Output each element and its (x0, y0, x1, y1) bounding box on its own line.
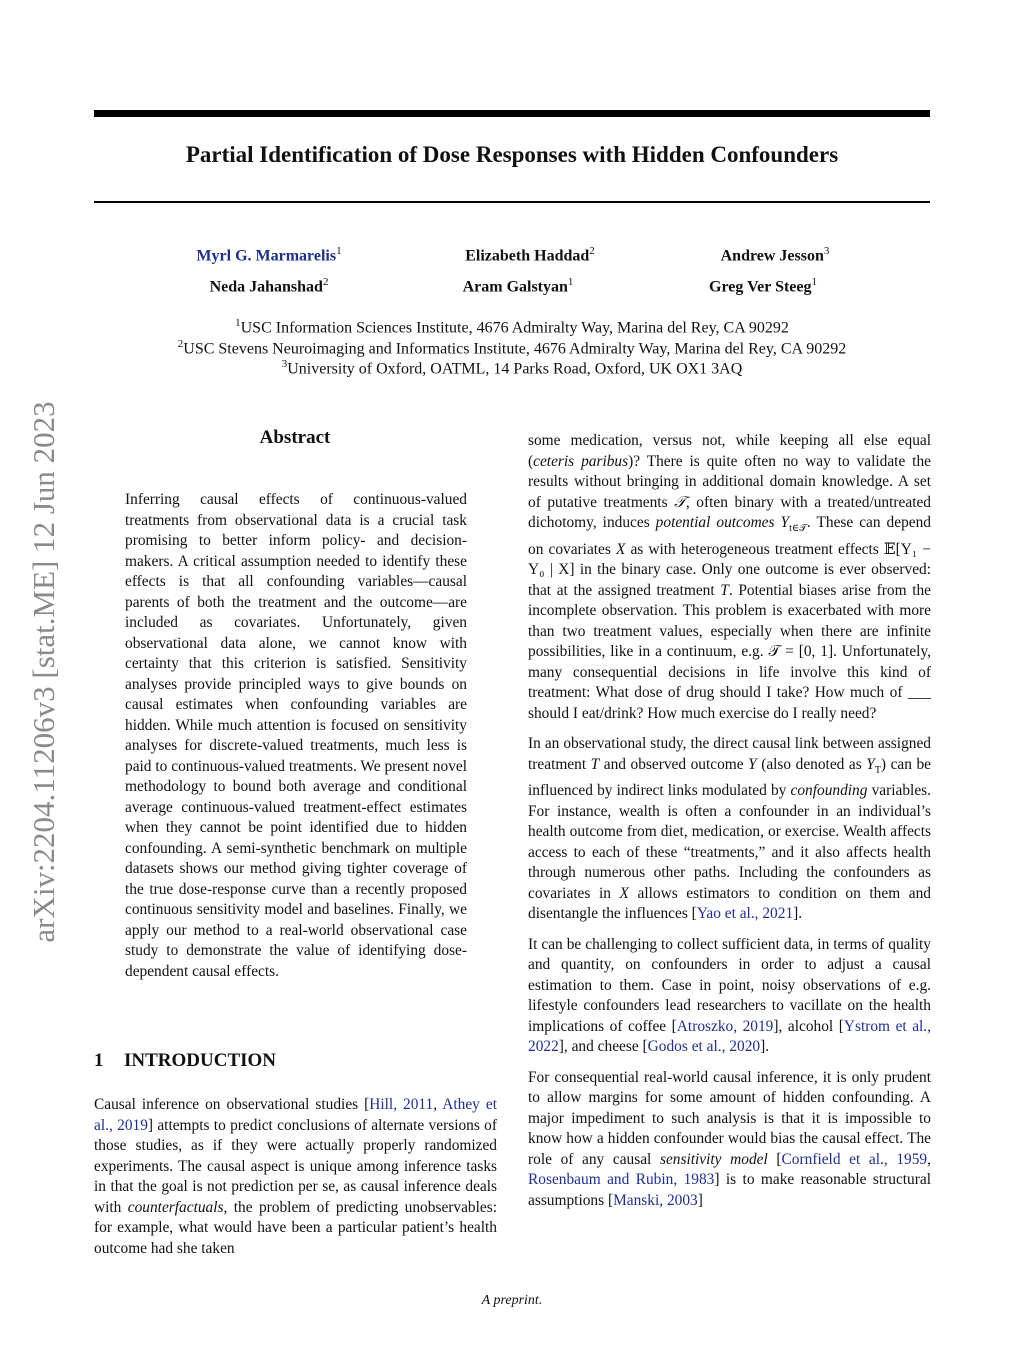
author-6: Greg Ver Steeg$^1$ (709, 276, 817, 296)
citation-link[interactable]: Cornfield et al., 1959 (781, 1150, 928, 1168)
citation-link[interactable]: Yao et al., 2021 (696, 905, 794, 923)
citation-link[interactable]: Manski, 2003 (613, 1191, 698, 1209)
section-heading (94, 1050, 276, 1072)
author-2: Elizabeth Haddad$^2$ (465, 245, 595, 265)
title-rule (94, 201, 930, 203)
intro-paragraph: Causal inference on observational studies [Hill, 2011, Athey et al., 2019] attempts to predict conclusions of alternate versions of those studies, as if they were actually properly randomized experiments. The causal aspect is unique among inference tasks in that the goal is not prediction per se, as causal inference deals with counterfactuals, the problem of predicting unobservables: for example, what would have been a particular patient’s health outcome had she taken (94, 1096, 497, 1257)
author-link[interactable]: Myrl G. Marmarelis (196, 247, 337, 265)
intro-paragraph: In an observational study, the direct causal link between assigned treatment T and observed outcome Y (also denoted as $Y_T$) can be influenced by indirect links modulated by confounding variables. For instance, wealth is often a confounder in an individual’s health outcome from diet, medication, or exercise. Wealth affects access to each of these “treatments,” and it also affects health through numerous other paths. Including the confounders as covariates in X allows estimators to condition on them and disentangle the influences [Yao et al., 2021]. (528, 735, 931, 923)
abstract-heading: Abstract (259, 427, 331, 448)
citation-link[interactable]: Athey et al., 2019 (94, 1096, 497, 1134)
paper-title: Partial Identification of Dose Responses with Hidden Confounders (185, 142, 839, 167)
citation-link[interactable]: Ystrom et al., 2022 (528, 1017, 932, 1056)
citation-link[interactable]: Godos et al., 2020 (647, 1038, 761, 1056)
intro-paragraph: For consequential real-world causal inference, it is only prudent to allow margins for some amount of hidden confounding. A major impediment to such analysis is that it is impossible to know how a hidden confounder would bias the causal effect. The role of any causal sensitivity model [Cornfield et al., 1959, Rosenbaum and Rubin, 1983] is to make reasonable structural assumptions [Manski, 2003] (528, 1068, 931, 1209)
arxiv-id: arXiv:2204.11206v3 [stat.ME] 12 Jun 2023 (26, 401, 61, 943)
author-1: Myrl G. Marmarelis$^1$ (196, 245, 342, 265)
citation-link[interactable]: Hill, 2011 (369, 1096, 434, 1113)
affiliation-1: $^1$USC Information Sciences Institute, 4676 Admiralty Way, Marina del Rey, CA 90292 (235, 317, 789, 337)
intro-paragraph: some medication, versus not, while keeping all else equal (ceteris paribus)? There is quite often no way to validate the results without bringing in additional domain knowledge. A set of putative treatments 𝒯, often binary with a treated/untreated dichotomy, induces potential outcomes $Y_{t\in 𝒯}$. These can depend on covariates X as with heterogeneous treatment effects 𝔼[Y₁ − Y₀ | X] in the binary case. Only one outcome is ever observed: that at the assigned treatment T. Potential biases arise from the incomplete observation. This problem is exacerbated with more than two treatment values, especially when there are infinite possibilities, like in a continuum, e.g. 𝒯 = [0, 1]. Unfortunately, many consequential decisions in life involve this kind of treatment: What dose of drug should I take? How much of ___ should I eat/drink? How much exercise do I really need? (528, 432, 931, 722)
author-3: Andrew Jesson$^3$ (720, 245, 830, 265)
citation-link[interactable]: Atroszko, 2019 (676, 1017, 774, 1035)
section-number: 1 (94, 1050, 104, 1071)
author-4: Neda Jahanshad$^2$ (209, 276, 329, 296)
blank-line: ___ (907, 684, 931, 702)
abstract-text: Inferring causal effects of continuous-valued treatments from observational data is a crucial task promising to better inform policy- and decision-makers. A critical assumption needed to identify these effects is that all confounding variables—causal parents of both the treatment and the outcome—are included as covariates. Unfortunately, given observational data alone, we cannot know with certainty that this criterion is satisfied. Sensitivity analyses provide principled ways to give bounds on causal estimates when confounding variables are hidden. While much attention is focused on sensitivity analyses for discrete-valued treatments, much less is paid to continuous-valued treatments. We present novel methodology to bound both average and conditional average continuous-valued treatment-effect estimates when they cannot be point identified due to hidden confounding. A semi-synthetic benchmark on multiple datasets shows our method giving tighter coverage of the true dose-response curve than a recently proposed continuous sensitivity model and baselines. Finally, we apply our method to a real-world observational case study to demonstrate the value of identifying dose-dependent causal effects. (125, 491, 467, 980)
affiliation-3: $^3$University of Oxford, OATML, 14 Parks Road, Oxford, UK OX1 3AQ (281, 358, 743, 378)
citation-link[interactable]: Rosenbaum and Rubin, 1983 (528, 1171, 715, 1189)
top-rule (94, 110, 930, 117)
abstract-body (125, 490, 467, 992)
page-footer: A preprint. (481, 1293, 543, 1308)
right-column (528, 431, 931, 1221)
intro-paragraph: It can be challenging to collect sufficient data, in terms of quality and quantity, on confounders in order to adjust a causal estimation to them. Case in point, noisy observations of e.g. lifestyle confounders lead researchers to vacillate on the health implications of coffee [Atroszko, 2019], alcohol [Ystrom et al., 2022], and cheese [Godos et al., 2020]. (528, 935, 932, 1056)
author-5: Aram Galstyan$^1$ (462, 276, 574, 296)
arxiv-watermark (18, 360, 70, 985)
intro-left-column (94, 1095, 497, 1269)
affiliation-2: $^2$USC Stevens Neuroimaging and Informatics Institute, 4676 Admiralty Way, Marina del Rey, CA 90292 (177, 338, 847, 358)
section-title: INTRODUCTION (124, 1050, 277, 1071)
